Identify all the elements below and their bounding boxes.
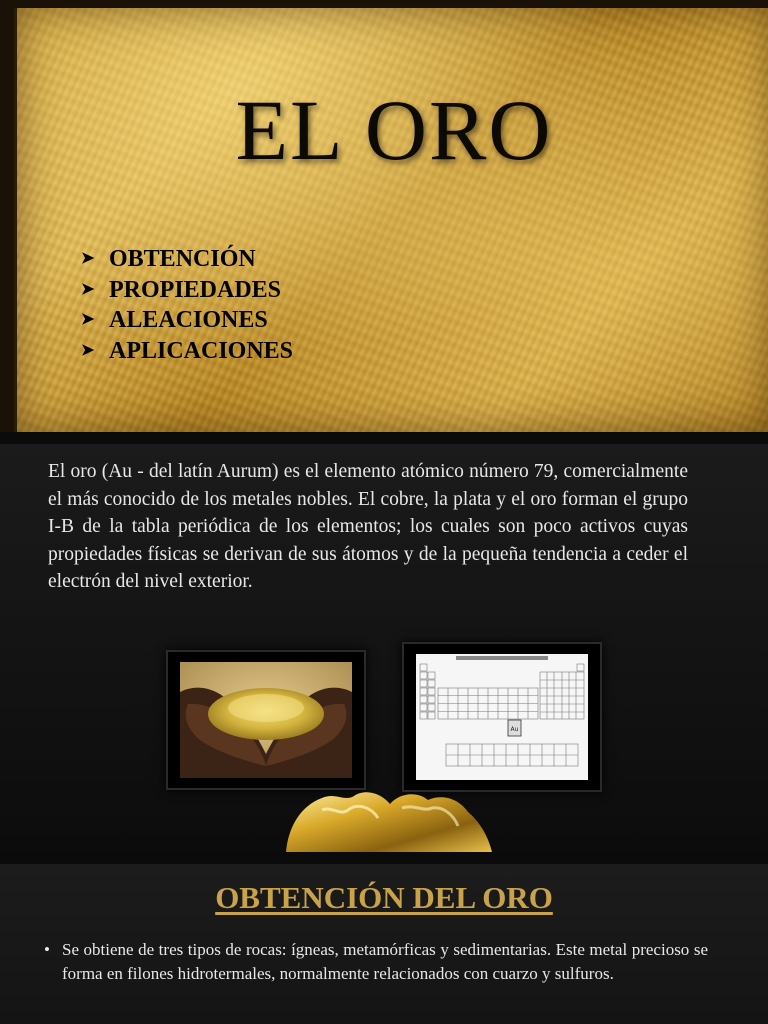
section-title: OBTENCIÓN DEL ORO xyxy=(215,880,553,915)
arrow-bullet-icon: ➤ xyxy=(81,280,95,298)
topic-item xyxy=(81,336,293,367)
arrow-bullet-icon: ➤ xyxy=(81,341,95,359)
topic-item xyxy=(81,305,293,336)
periodic-table-photo xyxy=(402,642,602,792)
gold-hands-photo xyxy=(166,650,366,790)
gold-hands-image xyxy=(180,662,352,778)
hands-illustration xyxy=(180,662,352,778)
bullet-item xyxy=(44,938,708,986)
periodic-table-illustration xyxy=(416,654,588,780)
topic-item xyxy=(81,275,293,306)
topics-list xyxy=(81,244,293,366)
gold-nugget-image xyxy=(282,788,496,852)
slide-title: EL ORO xyxy=(235,82,553,178)
topic-label: PROPIEDADES xyxy=(109,276,282,303)
title-slide xyxy=(0,0,768,432)
topic-item xyxy=(81,244,293,275)
arrow-bullet-icon: ➤ xyxy=(81,250,95,267)
gold-texture-background xyxy=(14,8,768,432)
arrow-bullet-icon: ➤ xyxy=(81,311,95,328)
intro-paragraph: El oro (Au - del latín Aurum) es el elemento atómico número 79, comercialmente el más conocido de los metales nobles. El cobre, la plata y el oro forman el grupo I-B de la tabla periódica de los elementos; los cuales son poco activos cuyas propiedades físicas se derivan de sus átomos y de la pequeña tendencia a ceder el electrón del nivel exterior. xyxy=(48,461,688,592)
topic-label: ALEACIONES xyxy=(109,307,268,333)
obtention-slide xyxy=(0,864,768,1024)
au-cell-label: Au xyxy=(510,726,519,733)
topic-label: APLICACIONES xyxy=(109,337,294,364)
intro-slide xyxy=(0,444,768,852)
bullet-text: Se obtiene de tres tipos de rocas: ígneas, metamórficas y sedimentarias. Este metal precioso se forma en filones hidrotermales, normalmente relacionados con cuarzo y sulfuros. xyxy=(62,940,708,983)
bullet-list xyxy=(44,938,708,986)
bullet-dot-icon: • xyxy=(44,940,50,959)
topic-label: OBTENCIÓN xyxy=(109,246,256,272)
periodic-table-image xyxy=(416,654,588,780)
